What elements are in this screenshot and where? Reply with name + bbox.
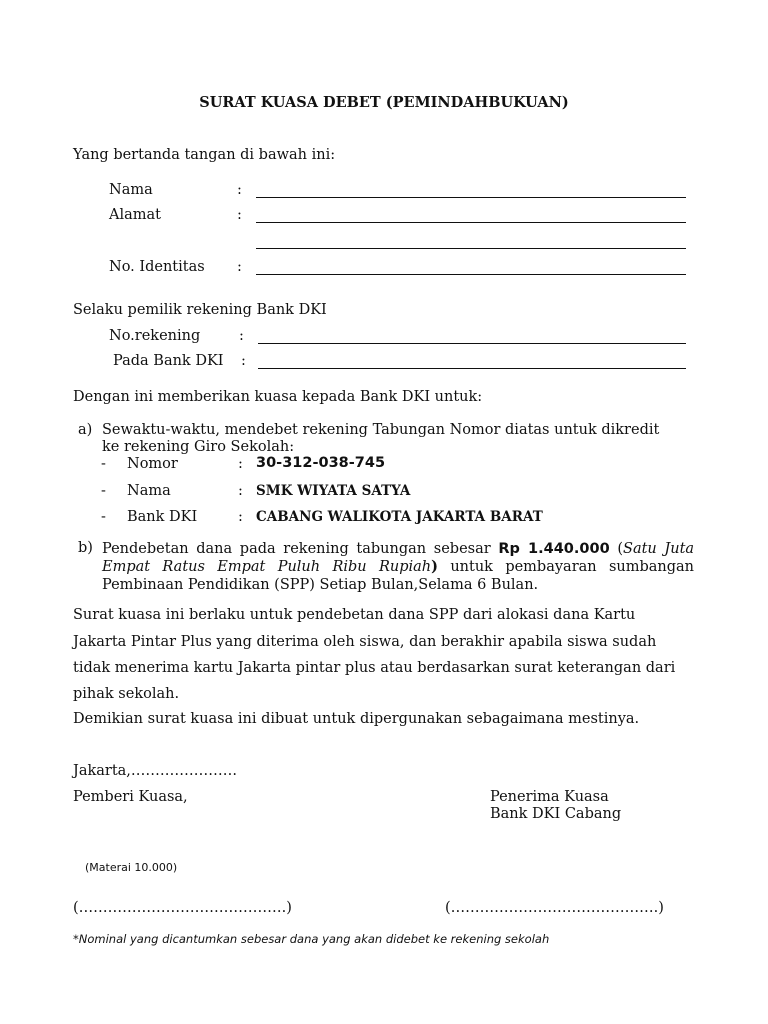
signature-right: (…………………………………….) [445, 900, 664, 916]
bank-branch-blank-line[interactable] [258, 368, 686, 369]
item-b-marker: b) [78, 540, 93, 556]
detail-label-bank: Bank DKI [127, 509, 198, 525]
debit-amount: Rp 1.440.000 [498, 541, 610, 557]
owner-text: Selaku pemilik rekening Bank DKI [73, 302, 327, 318]
intro-text: Yang bertanda tangan di bawah ini: [73, 147, 336, 163]
item-a-line1: Sewaktu-waktu, mendebet rekening Tabungan Nomor diatas untuk dikredit [102, 422, 660, 438]
document-title: SURAT KUASA DEBET (PEMINDAHBUKUAN) [199, 94, 569, 111]
detail-label-nomor: Nomor [127, 456, 178, 472]
id-number-label: No. Identitas [109, 259, 205, 275]
address-label: Alamat [109, 207, 161, 223]
bank-branch-colon: : [241, 353, 246, 369]
detail-label-nama: Nama [127, 483, 171, 499]
item-b-pre: Pendebetan dana pada rekening tabungan sebesar [102, 541, 491, 557]
id-number-blank-line[interactable] [256, 274, 686, 275]
school-account-number: 30-312-038-745 [256, 455, 386, 471]
address-blank-line-2[interactable] [256, 248, 686, 249]
detail-dash: - [101, 483, 106, 499]
item-a-line2: ke rekening Giro Sekolah: [102, 439, 295, 455]
name-blank-line[interactable] [256, 197, 686, 198]
school-bank-branch: CABANG WALIKOTA JAKARTA BARAT [256, 509, 543, 525]
signature-left: (…………………………………….) [73, 900, 292, 916]
giver-label: Pemberi Kuasa, [73, 789, 188, 805]
validity-line-3: tidak menerima kartu Jakarta pintar plus atau berdasarkan surat keterangan dari [73, 660, 676, 676]
receiver-bank: Bank DKI Cabang [490, 806, 622, 822]
name-label: Nama [109, 182, 153, 198]
open-paren: ( [617, 541, 624, 557]
detail-colon: : [238, 483, 243, 499]
detail-dash: - [101, 456, 106, 472]
item-b-paragraph [102, 540, 694, 594]
grant-text: Dengan ini memberikan kuasa kepada Bank DKI untuk: [73, 389, 483, 405]
item-b-post: untuk pembayaran sumbangan Pembinaan Pendidikan (SPP) Setiap Bulan,Selama 6 Bulan. [102, 559, 695, 593]
item-a-marker: a) [78, 422, 93, 438]
detail-dash: - [101, 509, 106, 525]
account-number-label: No.rekening [109, 328, 201, 344]
stamp-note: (Materai 10.000) [85, 861, 178, 874]
closing-text: Demikian surat kuasa ini dibuat untuk dipergunakan sebagaimana mestinya. [73, 711, 640, 727]
detail-colon: : [238, 509, 243, 525]
debit-amount-words: Satu Juta Empat Ratus Empat Puluh Ribu Rupiah [102, 541, 695, 575]
validity-line-1: Surat kuasa ini berlaku untuk pendebetan dana SPP dari alokasi dana Kartu [73, 607, 636, 623]
validity-line-2: Jakarta Pintar Plus yang diterima oleh siswa, dan berakhir apabila siswa sudah [73, 634, 657, 650]
close-paren: ) [431, 558, 438, 575]
address-blank-line[interactable] [256, 222, 686, 223]
footnote: *Nominal yang dicantumkan sebesar dana yang akan didebet ke rekening sekolah [73, 932, 550, 946]
name-colon: : [237, 182, 242, 198]
validity-line-4: pihak sekolah. [73, 686, 180, 702]
school-name: SMK WIYATA SATYA [256, 483, 411, 499]
account-number-colon: : [239, 328, 244, 344]
receiver-label: Penerima Kuasa [490, 789, 609, 805]
address-colon: : [237, 207, 242, 223]
place-date: Jakarta,…………………. [73, 763, 238, 779]
account-number-blank-line[interactable] [258, 343, 686, 344]
detail-colon: : [238, 456, 243, 472]
bank-branch-label: Pada Bank DKI [113, 353, 224, 369]
id-number-colon: : [237, 259, 242, 275]
